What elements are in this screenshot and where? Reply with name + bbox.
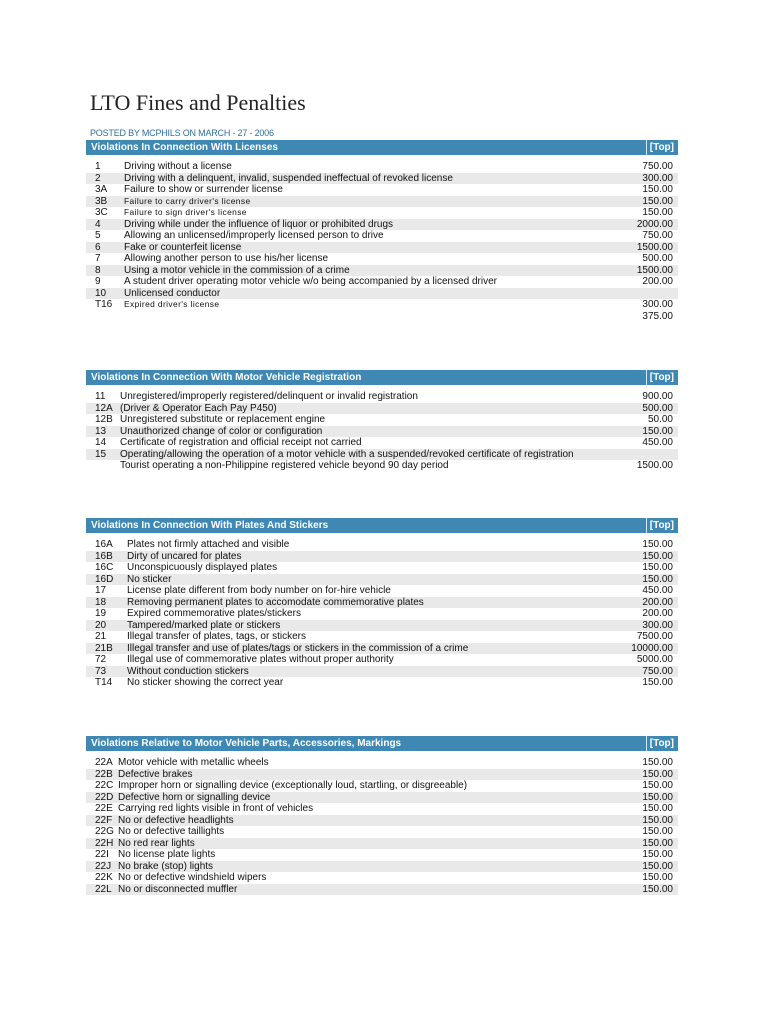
violation-code: 9 <box>95 276 101 287</box>
violation-code: 2 <box>95 172 101 184</box>
violation-code: 8 <box>95 264 101 276</box>
fine-amount: 150.00 <box>642 780 673 791</box>
section-title: Violations In Connection With Motor Vehicle Registration <box>91 372 362 383</box>
violation-code: 10 <box>95 287 107 299</box>
fine-amount: 150.00 <box>642 860 673 872</box>
fine-amount: 500.00 <box>642 253 673 264</box>
violation-code: 16B <box>95 550 113 562</box>
fine-amount: 300.00 <box>642 172 673 184</box>
violation-code: 22K <box>95 872 113 883</box>
violation-description: No brake (stop) lights <box>118 860 214 872</box>
table-row <box>86 173 678 185</box>
table-row <box>86 815 678 827</box>
fine-amount: 150.00 <box>642 791 673 803</box>
page-title: LTO Fines and Penalties <box>90 90 306 115</box>
violation-description: No sticker <box>127 573 172 585</box>
violation-code: 4 <box>95 218 101 230</box>
posted-by-line: POSTED BY MCPHILS ON MARCH - 27 - 2006 <box>90 128 274 138</box>
fine-amount: 1500.00 <box>636 241 673 253</box>
violation-description: A student driver operating motor vehicle w/o being accompanied by a licensed driver <box>124 276 497 287</box>
violation-description: Allowing another person to use his/her license <box>124 253 329 264</box>
violation-code: 22J <box>95 860 112 872</box>
violations-table <box>86 161 678 322</box>
violation-description: Driving with a delinquent, invalid, suspended ineffectual of revoked license <box>124 172 453 184</box>
table-row <box>86 230 678 242</box>
violation-description: Unauthorized change of color or configuration <box>120 425 323 437</box>
fine-amount: 50.00 <box>647 414 673 425</box>
violation-description: License plate different from body number on for-hire vehicle <box>127 585 391 596</box>
violation-description: Operating/allowing the operation of a motor vehicle with a suspended/revoked certificate of registration <box>120 448 574 460</box>
violation-code: 21B <box>95 642 113 654</box>
table-row <box>86 666 678 678</box>
violation-description: No sticker showing the correct year <box>127 677 284 688</box>
violation-description: Unregistered substitute or replacement engine <box>120 414 326 425</box>
violation-code: 19 <box>95 608 107 619</box>
section-registration <box>86 370 678 472</box>
violation-code: 18 <box>95 596 107 608</box>
table-row <box>86 608 678 620</box>
violation-description: Illegal use of commemorative plates without proper authority <box>127 654 394 665</box>
top-link[interactable]: [Top] <box>646 140 674 155</box>
table-row <box>86 757 678 769</box>
violation-description: Defective horn or signalling device <box>118 791 271 803</box>
violation-code: 22I <box>95 849 109 860</box>
top-link[interactable]: [Top] <box>646 518 674 533</box>
violation-description: No or defective headlights <box>118 814 234 826</box>
violation-code: 22L <box>95 883 112 895</box>
section-parts-accessories <box>86 736 678 895</box>
violation-code: 17 <box>95 585 107 596</box>
violation-code: T14 <box>95 677 113 688</box>
table-row <box>86 311 678 323</box>
section-header <box>86 518 678 533</box>
section-header <box>86 370 678 385</box>
violation-code: 12A <box>95 402 113 414</box>
violation-description: Expired commemorative plates/stickers <box>127 608 301 619</box>
fine-amount: 2000.00 <box>636 218 673 230</box>
section-title: Violations In Connection With Licenses <box>91 142 278 153</box>
fine-amount: 300.00 <box>642 619 673 631</box>
fine-amount: 150.00 <box>642 883 673 895</box>
table-row <box>86 838 678 850</box>
table-row <box>86 562 678 574</box>
fine-amount: 200.00 <box>642 596 673 608</box>
table-row <box>86 597 678 609</box>
section-title: Violations In Connection With Plates And Stickers <box>91 520 329 531</box>
fine-amount: 150.00 <box>642 184 673 195</box>
fine-amount: 1500.00 <box>636 264 673 276</box>
violation-code: 3B <box>95 195 108 207</box>
violation-description: Illegal transfer of plates, tags, or stickers <box>127 631 306 642</box>
violation-description: Failure to show or surrender license <box>124 184 283 195</box>
violation-description: No license plate lights <box>118 849 216 860</box>
table-row <box>86 849 678 861</box>
table-row <box>86 253 678 265</box>
violations-table <box>86 539 678 689</box>
violation-description: Removing permanent plates to accomodate commemorative plates <box>127 596 424 608</box>
top-link[interactable]: [Top] <box>646 736 674 751</box>
violation-code: 22D <box>95 791 114 803</box>
violation-description: Illegal transfer and use of plates/tags or stickers in the commission of a crime <box>127 642 469 654</box>
violation-description: Unconspicuously displayed plates <box>127 562 278 573</box>
violation-description: (Driver & Operator Each Pay P450) <box>120 402 277 414</box>
table-row <box>86 643 678 655</box>
fine-amount: 150.00 <box>642 562 673 573</box>
fine-amount: 200.00 <box>642 608 673 619</box>
violation-code: 3A <box>95 184 108 195</box>
table-row <box>86 242 678 254</box>
table-row <box>86 299 678 311</box>
violation-code: 22C <box>95 780 114 791</box>
fine-amount: 150.00 <box>642 573 673 585</box>
violation-code: 12B <box>95 414 113 425</box>
violation-code: 22B <box>95 768 113 780</box>
violation-code: 7 <box>95 253 101 264</box>
violation-code: 22F <box>95 814 113 826</box>
violation-description: Using a motor vehicle in the commission of a crime <box>124 264 350 276</box>
table-row <box>86 872 678 884</box>
table-row <box>86 288 678 300</box>
violation-code: 20 <box>95 619 107 631</box>
violation-description: Unlicensed conductor <box>124 287 221 299</box>
fine-amount: 150.00 <box>642 757 673 768</box>
table-row <box>86 574 678 586</box>
violation-code: 5 <box>95 230 101 241</box>
fine-amount: 5000.00 <box>636 654 673 665</box>
table-row <box>86 184 678 196</box>
fine-amount: 150.00 <box>642 425 673 437</box>
violation-code: 72 <box>95 654 107 665</box>
table-row <box>86 792 678 804</box>
fine-amount: 750.00 <box>642 665 673 677</box>
violation-description: Carrying red lights visible in front of vehicles <box>118 803 314 814</box>
top-link[interactable]: [Top] <box>646 370 674 385</box>
violation-description: No or defective windshield wipers <box>118 872 267 883</box>
table-row <box>86 551 678 563</box>
fine-amount: 900.00 <box>642 391 673 402</box>
violation-description: Unregistered/improperly registered/delinquent or invalid registration <box>120 391 418 402</box>
table-row <box>86 391 678 403</box>
fine-amount: 150.00 <box>642 677 673 688</box>
violation-description: Tampered/marked plate or stickers <box>127 619 281 631</box>
section-header <box>86 140 678 155</box>
table-row <box>86 437 678 449</box>
fine-amount: 1500.00 <box>636 460 673 471</box>
violation-description: No or disconnected muffler <box>118 883 238 895</box>
fine-amount: 500.00 <box>642 402 673 414</box>
table-row <box>86 654 678 666</box>
violation-code: 3C <box>95 207 108 218</box>
table-row <box>86 265 678 277</box>
violation-code: 15 <box>95 448 107 460</box>
table-row <box>86 276 678 288</box>
fine-amount: 300.00 <box>642 299 673 310</box>
section-licenses <box>86 140 678 322</box>
violation-code: 13 <box>95 425 107 437</box>
section-title: Violations Relative to Motor Vehicle Parts, Accessories, Markings <box>91 738 402 749</box>
violation-code: 16C <box>95 562 114 573</box>
violation-code: 14 <box>95 437 107 448</box>
violation-description: Driving while under the influence of liquor or prohibited drugs <box>124 218 394 230</box>
table-row <box>86 207 678 219</box>
table-row <box>86 631 678 643</box>
violation-description: No or defective taillights <box>118 826 225 837</box>
violation-description: Motor vehicle with metallic wheels <box>118 757 269 768</box>
table-row <box>86 539 678 551</box>
table-row <box>86 161 678 173</box>
table-row <box>86 219 678 231</box>
violation-description: Failure to sign driver's license <box>124 207 247 217</box>
violation-code: 11 <box>95 391 106 402</box>
fine-amount: 200.00 <box>642 276 673 287</box>
violation-description: Fake or counterfeit license <box>124 241 242 253</box>
table-row <box>86 677 678 689</box>
violation-code: 22A <box>95 757 113 768</box>
table-row <box>86 861 678 873</box>
table-row <box>86 585 678 597</box>
violation-description: Expired driver's license <box>124 299 220 309</box>
violation-description: Defective brakes <box>118 768 193 780</box>
fine-amount: 150.00 <box>642 814 673 826</box>
table-row <box>86 803 678 815</box>
fine-amount: 150.00 <box>642 768 673 780</box>
violation-code: 16A <box>95 539 113 550</box>
table-row <box>86 426 678 438</box>
violation-code: 22G <box>95 826 114 837</box>
violation-description: Without conduction stickers <box>127 665 249 677</box>
section-header <box>86 736 678 751</box>
fine-amount: 150.00 <box>642 849 673 860</box>
violation-code: 22H <box>95 837 114 849</box>
violation-code: 73 <box>95 665 107 677</box>
table-row <box>86 414 678 426</box>
violation-description: Driving without a license <box>124 161 232 172</box>
fine-amount: 150.00 <box>642 837 673 849</box>
table-row <box>86 403 678 415</box>
fine-amount: 150.00 <box>642 826 673 837</box>
violations-table <box>86 391 678 472</box>
violation-code: T16 <box>95 299 113 310</box>
violation-description: No red rear lights <box>118 837 195 849</box>
fine-amount: 750.00 <box>642 230 673 241</box>
fine-amount: 7500.00 <box>636 631 673 642</box>
fine-amount: 150.00 <box>642 539 673 550</box>
violation-description: Dirty of uncared for plates <box>127 550 242 562</box>
fine-amount: 10000.00 <box>631 642 673 654</box>
table-row <box>86 884 678 896</box>
violation-code: 22E <box>95 803 113 814</box>
table-row <box>86 196 678 208</box>
fine-amount: 150.00 <box>642 550 673 562</box>
violation-description: Failure to carry driver's license <box>124 195 251 206</box>
violation-code: 21 <box>95 631 107 642</box>
fine-amount: 150.00 <box>642 195 673 207</box>
violation-code: 6 <box>95 241 101 253</box>
fine-amount: 450.00 <box>642 437 673 448</box>
table-row <box>86 780 678 792</box>
violation-code: 16D <box>95 573 114 585</box>
violations-table <box>86 757 678 895</box>
table-row <box>86 460 678 472</box>
fine-amount: 750.00 <box>642 161 673 172</box>
table-row <box>86 620 678 632</box>
violation-description: Plates not firmly attached and visible <box>127 539 290 550</box>
fine-amount: 375.00 <box>642 310 673 322</box>
section-plates-stickers <box>86 518 678 689</box>
table-row <box>86 826 678 838</box>
fine-amount: 150.00 <box>642 803 673 814</box>
violation-description: Certificate of registration and official receipt not carried <box>120 437 362 448</box>
violation-code: 1 <box>95 161 101 172</box>
fine-amount: 150.00 <box>642 872 673 883</box>
violation-description: Tourist operating a non-Philippine registered vehicle beyond 90 day period <box>120 460 449 471</box>
fine-amount: 150.00 <box>642 207 673 218</box>
table-row <box>86 449 678 461</box>
fine-amount: 450.00 <box>642 585 673 596</box>
table-row <box>86 769 678 781</box>
violation-description: Improper horn or signalling device (exceptionally loud, startling, or disgreeable) <box>118 780 468 791</box>
violation-description: Allowing an unlicensed/improperly licensed person to drive <box>124 230 384 241</box>
